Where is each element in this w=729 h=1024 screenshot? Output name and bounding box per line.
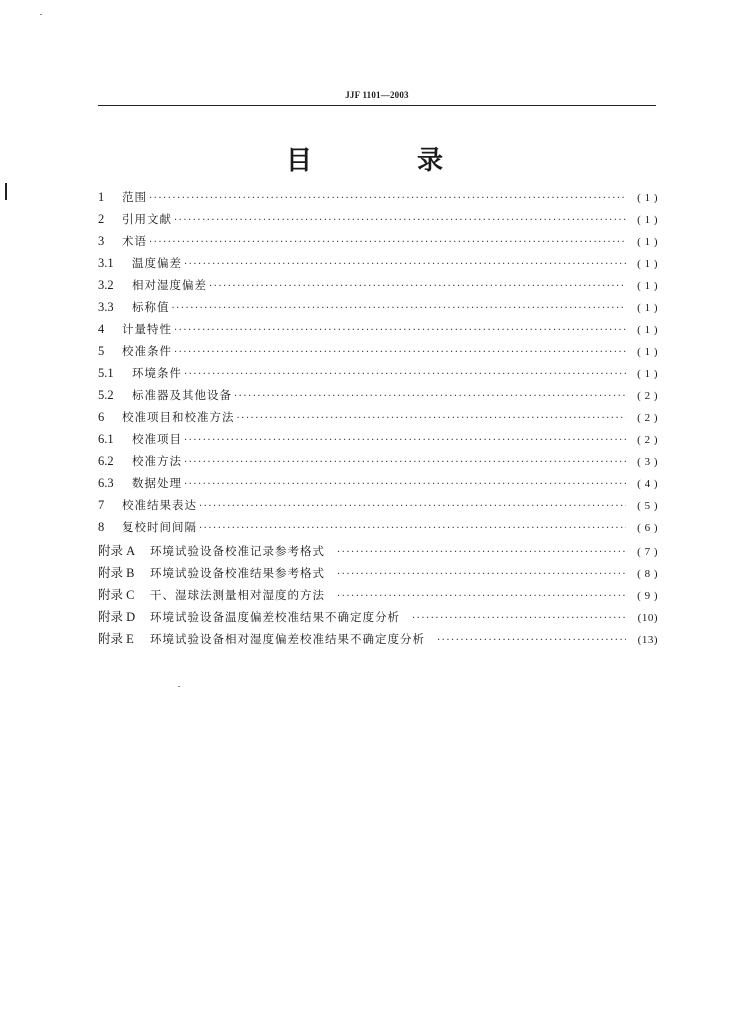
toc-entry[interactable] — [98, 629, 658, 651]
toc-entry-page: ( 7 ) — [637, 546, 658, 558]
toc-entry-title: 校准结果表达 — [122, 498, 197, 512]
toc-entry[interactable] — [98, 497, 658, 519]
toc-leader-dots — [337, 591, 626, 602]
toc-entry-number: 3.3 — [98, 300, 114, 314]
toc-entry[interactable] — [98, 431, 658, 453]
toc-entry[interactable] — [98, 277, 658, 299]
toc-leader-dots — [337, 569, 626, 580]
toc-entry-page: ( 2 ) — [637, 390, 658, 402]
toc-entry-title: 引用文献 — [122, 212, 172, 226]
toc-entry[interactable] — [98, 585, 658, 607]
toc-entry-number: 3 — [98, 234, 105, 248]
toc-leader-dots — [199, 501, 626, 512]
toc-leader-dots — [234, 391, 626, 402]
toc-entry[interactable] — [98, 365, 658, 387]
toc-leader-dots — [237, 413, 627, 424]
toc-leader-dots — [184, 259, 626, 270]
toc-entry[interactable] — [98, 233, 658, 255]
toc-entry-page: ( 1 ) — [637, 324, 658, 336]
toc-entry[interactable] — [98, 409, 658, 431]
toc-entry-title: 计量特性 — [122, 322, 172, 336]
toc-entry-page: ( 4 ) — [637, 478, 658, 490]
toc-entry-title: 校准项目 — [132, 432, 182, 446]
toc-entry-number: 2 — [98, 212, 105, 226]
toc-leader-dots — [199, 523, 626, 534]
toc-entry-page: ( 6 ) — [637, 522, 658, 534]
toc-entry-page: ( 9 ) — [637, 590, 658, 602]
toc-entry-page: ( 1 ) — [637, 302, 658, 314]
toc-entry-number: 3.2 — [98, 278, 114, 292]
toc-entry-number: 8 — [98, 520, 105, 534]
toc-entry[interactable] — [98, 607, 658, 629]
document-code-header: JJF 1101—2003 — [345, 90, 409, 100]
toc-entry[interactable] — [98, 541, 658, 563]
header-rule — [98, 105, 656, 106]
toc-entry-page: (10) — [637, 612, 658, 624]
scan-speck — [40, 14, 42, 15]
toc-entry-page: ( 1 ) — [637, 236, 658, 248]
scan-speck — [178, 686, 180, 687]
toc-entry-number: 附录 D — [98, 610, 136, 624]
toc-entry-page: ( 1 ) — [637, 280, 658, 292]
toc-entry-title: 环境试验设备相对湿度偏差校准结果不确定度分析 — [150, 632, 425, 646]
toc-entry-title: 相对湿度偏差 — [132, 278, 207, 292]
toc-entry-number: 7 — [98, 498, 105, 512]
toc-leader-dots — [184, 457, 626, 468]
toc-entry-title: 标称值 — [132, 300, 170, 314]
toc-leader-dots — [174, 215, 626, 226]
toc-leader-dots — [337, 547, 626, 558]
toc-leader-dots — [184, 479, 626, 490]
toc-entry-title: 数据处理 — [132, 476, 182, 490]
toc-leader-dots — [174, 347, 626, 358]
toc-entry-title: 术语 — [122, 234, 147, 248]
table-of-contents — [98, 189, 658, 651]
toc-entry-page: ( 1 ) — [637, 346, 658, 358]
toc-leader-dots — [184, 435, 626, 446]
toc-entry-number: 5.2 — [98, 388, 114, 402]
toc-entry[interactable] — [98, 255, 658, 277]
toc-entry-number: 6.1 — [98, 432, 114, 446]
toc-entry-title: 环境试验设备校准结果参考格式 — [150, 566, 325, 580]
toc-entry-number: 6.2 — [98, 454, 114, 468]
toc-entry[interactable] — [98, 387, 658, 409]
toc-entry-title: 环境试验设备校准记录参考格式 — [150, 544, 325, 558]
toc-entry-page: ( 1 ) — [637, 368, 658, 380]
scan-artifact-mark — [5, 183, 7, 200]
toc-leader-dots — [184, 369, 626, 380]
toc-entry-number: 附录 A — [98, 544, 136, 558]
toc-entry[interactable] — [98, 475, 658, 497]
toc-entry-number: 5 — [98, 344, 105, 358]
toc-entry-title: 干、湿球法测量相对湿度的方法 — [150, 588, 325, 602]
toc-entry-page: ( 5 ) — [637, 500, 658, 512]
toc-entry-page: ( 2 ) — [637, 434, 658, 446]
page-title: 目 录 — [285, 146, 492, 176]
toc-entry[interactable] — [98, 563, 658, 585]
toc-entry-title: 校准条件 — [122, 344, 172, 358]
toc-entry[interactable] — [98, 519, 658, 541]
toc-entry-title: 校准方法 — [132, 454, 182, 468]
toc-entry[interactable] — [98, 453, 658, 475]
toc-entry[interactable] — [98, 211, 658, 233]
toc-leader-dots — [174, 325, 626, 336]
toc-entry-number: 附录 E — [98, 632, 134, 646]
toc-entry-page: ( 3 ) — [637, 456, 658, 468]
toc-leader-dots — [172, 303, 627, 314]
toc-entry[interactable] — [98, 189, 658, 211]
toc-entry-number: 4 — [98, 322, 105, 336]
toc-entry-page: (13) — [637, 634, 658, 646]
toc-leader-dots — [437, 635, 626, 646]
toc-entry-number: 1 — [98, 190, 105, 204]
toc-entry-page: ( 1 ) — [637, 192, 658, 204]
toc-entry-title: 温度偏差 — [132, 256, 182, 270]
toc-entry-number: 6.3 — [98, 476, 114, 490]
toc-entry[interactable] — [98, 299, 658, 321]
toc-entry-title: 环境条件 — [132, 366, 182, 380]
toc-entry-number: 6 — [98, 410, 105, 424]
toc-entry-title: 复校时间间隔 — [122, 520, 197, 534]
toc-leader-dots — [209, 281, 626, 292]
toc-entry-number: 附录 B — [98, 566, 135, 580]
toc-leader-dots — [149, 237, 626, 248]
toc-entry-title: 环境试验设备温度偏差校准结果不确定度分析 — [150, 610, 400, 624]
toc-entry-page: ( 1 ) — [637, 258, 658, 270]
toc-entry-page: ( 2 ) — [637, 412, 658, 424]
toc-entry-number: 附录 C — [98, 588, 135, 602]
toc-leader-dots — [149, 193, 626, 204]
toc-entry-page: ( 8 ) — [637, 568, 658, 580]
toc-entry-title: 校准项目和校准方法 — [122, 410, 235, 424]
toc-entry-page: ( 1 ) — [637, 214, 658, 226]
toc-entry-number: 3.1 — [98, 256, 114, 270]
toc-entry[interactable] — [98, 321, 658, 343]
toc-leader-dots — [412, 613, 626, 624]
toc-entry[interactable] — [98, 343, 658, 365]
toc-entry-title: 范围 — [122, 190, 147, 204]
toc-entry-number: 5.1 — [98, 366, 114, 380]
toc-entry-title: 标准器及其他设备 — [132, 388, 232, 402]
